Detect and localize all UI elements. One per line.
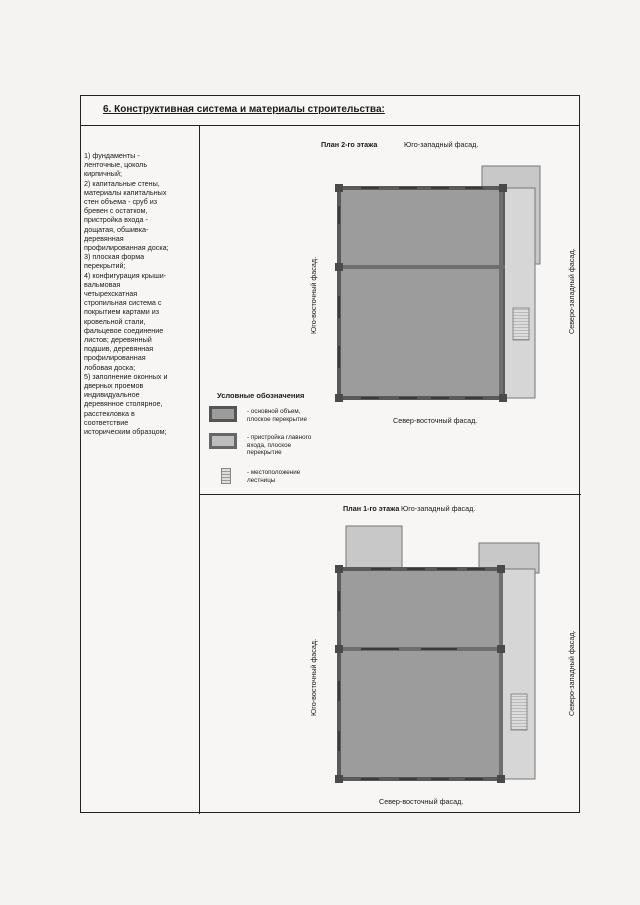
plan2-drawing <box>335 166 540 402</box>
plan2-facade-right: Северо-западный фасад. <box>567 248 576 334</box>
plan2-main-volume <box>339 188 503 398</box>
plan1-drawing <box>335 526 539 783</box>
plan2-facade-bottom: Север-восточный фасад. <box>393 416 478 425</box>
plan2-stairs <box>513 308 529 340</box>
plan1-facade-right: Северо-западный фасад. <box>567 630 576 716</box>
plan2-facade-left: Юго-восточный фасад. <box>309 256 318 334</box>
plan2-title: План 2-го этажа <box>321 140 378 149</box>
plan1-facade-top: Юго-западный фасад. <box>401 504 476 513</box>
floor-plans-drawing <box>81 96 581 814</box>
plan1-facade-left: Юго-восточный фасад. <box>309 638 318 716</box>
plan2-annex-side <box>503 188 535 398</box>
plan1-stairs <box>511 694 527 730</box>
plan1-facade-bottom: Север-восточный фасад. <box>379 797 464 806</box>
plan1-title: План 1-го этажа <box>343 504 400 513</box>
section-title: 6. Конструктивная система и материалы строительства: <box>103 104 385 115</box>
legend-title: Условные обозначения <box>217 391 305 400</box>
plan1-main-volume <box>339 569 501 779</box>
legend-stair-text: - местоположение лестницы <box>247 469 301 484</box>
materials-description: 1) фундаменты - ленточные, цоколь кирпичный; 2) капитальные стены, материалы капитальных стен объема - сруб из бревен с остатком, пристройка входа - дощатая, обшивка- деревянная профилированная доска; 3) плоская форма перекрытий; 4) конфигурация крыши- вальмовая четырехскатная стропильная система с покрытием картами из кровельной стали, фальцевое соединение листов; деревянный подшив, деревянная профилированная лобовая доска; 5) заполнение оконных и дверных проемов индивидуальное деревянное столярное, расстекловка в соответствие историческим образцом; <box>84 151 169 437</box>
legend-annex-text: - пристройка главного входа, плоское перекрытие <box>247 434 312 456</box>
plan1-annex-side <box>501 569 535 779</box>
legend-main-volume-text: - основной объем, плоское перекрытие <box>247 408 307 423</box>
plan2-facade-top: Юго-западный фасад. <box>404 140 479 149</box>
plan1-annex-left <box>346 526 402 568</box>
section-table <box>80 95 580 813</box>
